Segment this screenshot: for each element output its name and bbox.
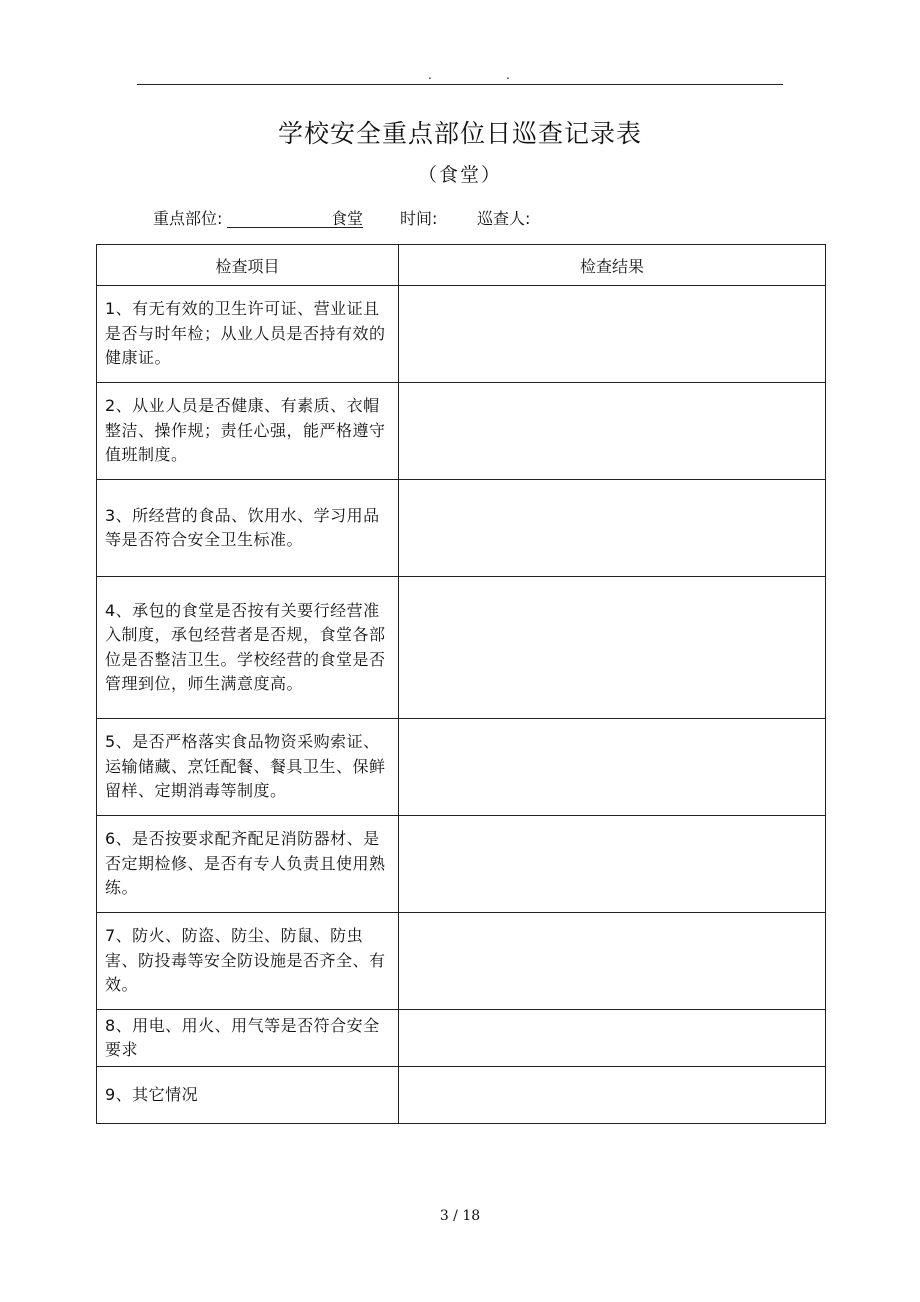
check-item-8: 8、用电、用火、用气等是否符合安全要求 xyxy=(97,1010,399,1067)
table-row xyxy=(97,577,826,719)
table-row xyxy=(97,383,826,480)
header-rule xyxy=(137,84,783,85)
check-result-4[interactable] xyxy=(399,577,826,719)
location-value: 食堂 xyxy=(227,206,363,228)
document-subtitle: （食堂） xyxy=(417,164,502,186)
info-line xyxy=(153,206,853,230)
header-check-item: 检查项目 xyxy=(97,245,399,286)
table-row xyxy=(97,913,826,1010)
inspection-table xyxy=(96,244,826,1124)
check-item-2: 2、从业人员是否健康、有素质、衣帽整洁、操作规；责任心强，能严格遵守值班制度。 xyxy=(97,383,399,480)
header-dot-left: . xyxy=(428,68,432,82)
time-label: 时间: xyxy=(400,209,438,228)
check-item-6: 6、是否按要求配齐配足消防器材、是否定期检修、是否有专人负责且使用熟练。 xyxy=(97,816,399,913)
check-result-7[interactable] xyxy=(399,913,826,1010)
check-item-3: 3、所经营的食品、饮用水、学习用品等是否符合安全卫生标准。 xyxy=(97,480,399,577)
table-row xyxy=(97,1067,826,1124)
check-result-3[interactable] xyxy=(399,480,826,577)
header-check-result: 检查结果 xyxy=(399,245,826,286)
page-number: 3 / 18 xyxy=(439,1208,481,1224)
table-row xyxy=(97,719,826,816)
table-row xyxy=(97,480,826,577)
check-item-5: 5、是否严格落实食品物资采购索证、运输储藏、烹饪配餐、餐具卫生、保鲜留样、定期消毒等制度。 xyxy=(97,719,399,816)
check-item-4: 4、承包的食堂是否按有关要行经营准入制度，承包经营者是否规，食堂各部位是否整洁卫生。学校经营的食堂是否管理到位，师生满意度高。 xyxy=(97,577,399,719)
check-result-6[interactable] xyxy=(399,816,826,913)
header-dot-right: . xyxy=(506,68,510,82)
check-result-9[interactable] xyxy=(399,1067,826,1124)
table-row xyxy=(97,816,826,913)
check-item-9: 9、其它情况 xyxy=(97,1067,399,1124)
table-row xyxy=(97,1010,826,1067)
check-item-7: 7、防火、防盗、防尘、防鼠、防虫害、防投毒等安全防设施是否齐全、有效。 xyxy=(97,913,399,1010)
header-dots xyxy=(0,68,920,82)
table-row xyxy=(97,286,826,383)
inspector-label: 巡查人: xyxy=(477,209,531,228)
table-header-row xyxy=(97,245,826,286)
document-title: 学校安全重点部位日巡查记录表 xyxy=(277,119,642,148)
check-result-2[interactable] xyxy=(399,383,826,480)
check-item-1: 1、有无有效的卫生许可证、营业证且是否与时年检；从业人员是否持有效的健康证。 xyxy=(97,286,399,383)
location-label: 重点部位: xyxy=(153,209,223,228)
check-result-5[interactable] xyxy=(399,719,826,816)
check-result-8[interactable] xyxy=(399,1010,826,1067)
check-result-1[interactable] xyxy=(399,286,826,383)
